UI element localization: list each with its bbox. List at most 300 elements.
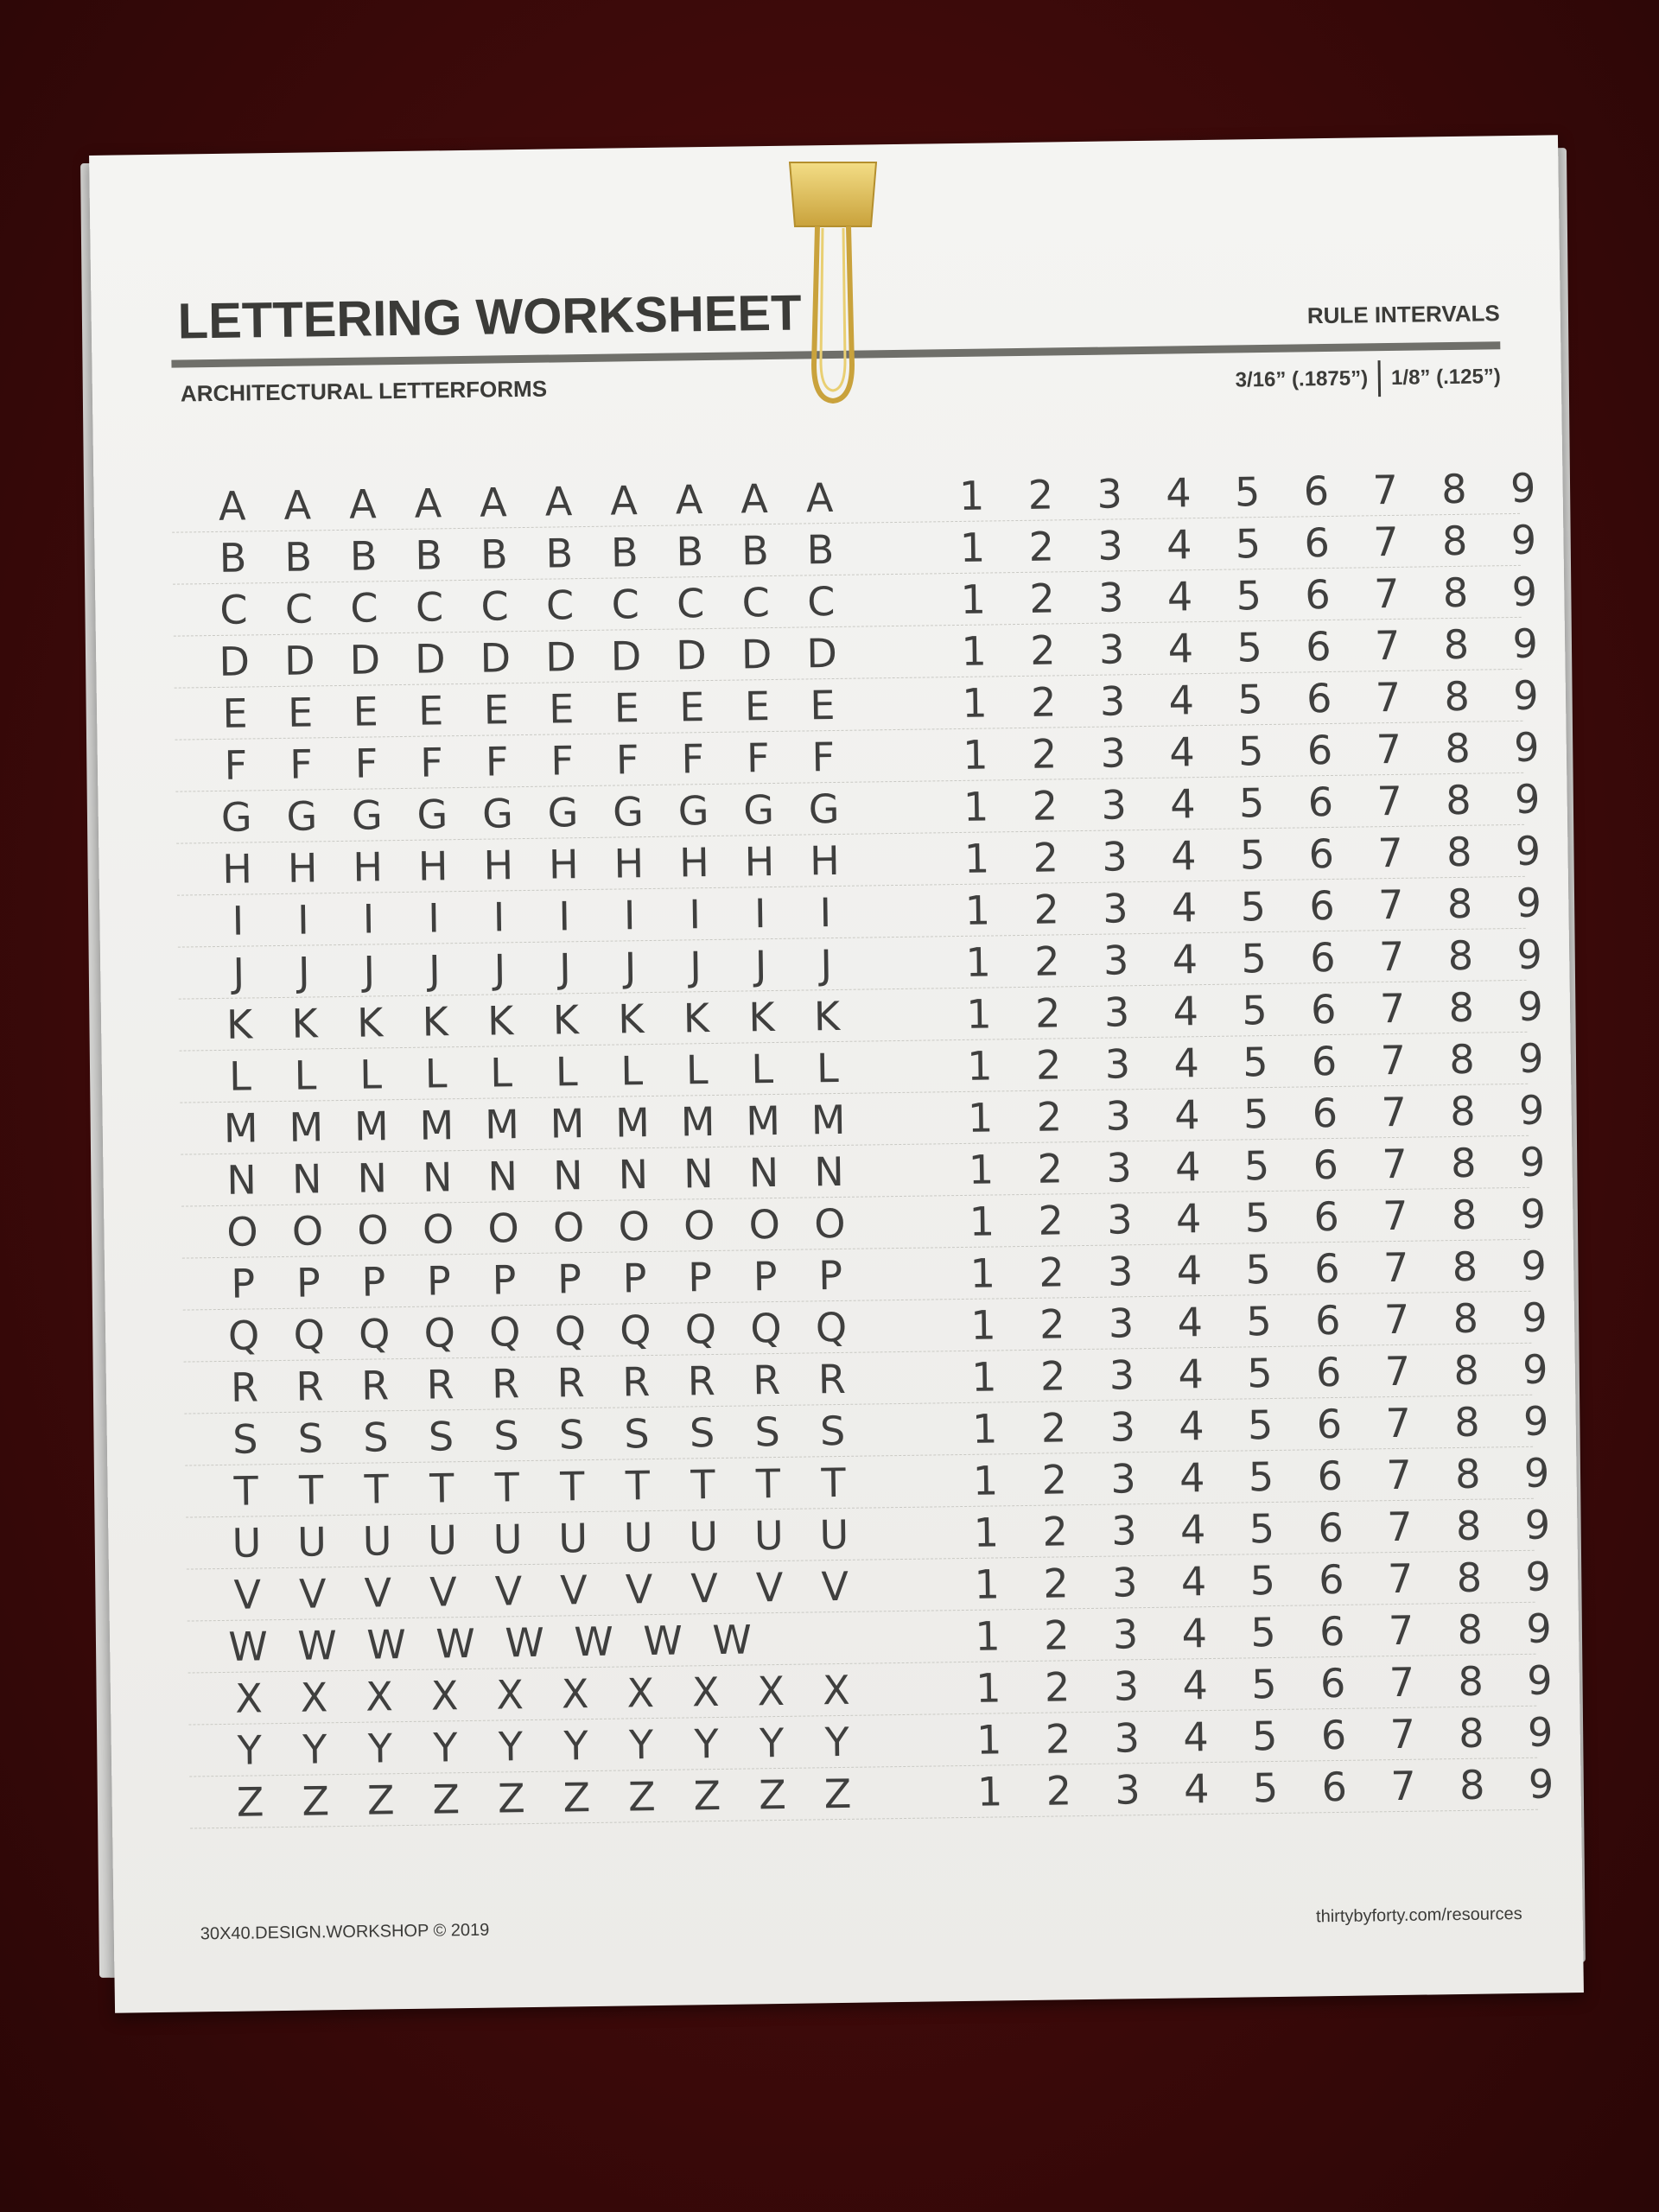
handwritten-letter: V [298,1570,327,1618]
handwritten-digit: 1 [965,938,992,986]
handwritten-digit: 6 [1306,674,1332,722]
handwritten-digit: 2 [1027,471,1054,518]
digit-practice-group [958,1139,1555,1192]
handwritten-letter: B [806,525,835,574]
handwritten-digit: 8 [1458,1657,1484,1706]
handwritten-letter: Y [367,1725,393,1772]
handwritten-letter: C [545,582,575,629]
handwritten-letter: H [221,845,253,893]
handwritten-letter: Z [758,1770,787,1819]
handwritten-letter: H [417,842,448,890]
handwritten-letter: P [296,1259,321,1306]
handwritten-digit: 8 [1457,1605,1484,1654]
handwritten-digit: 9 [1511,568,1538,616]
handwritten-letter: P [426,1257,452,1305]
handwritten-letter: X [300,1674,328,1721]
handwritten-letter: Q [423,1309,456,1357]
handwritten-letter: Q [749,1304,782,1352]
handwritten-digit: 6 [1314,1296,1341,1344]
handwritten-digit: 2 [1038,1197,1065,1244]
handwritten-letter: E [287,689,314,736]
handwritten-letter: A [740,475,769,523]
handwritten-digit: 3 [1100,729,1127,777]
handwritten-digit: 3 [1105,1092,1132,1140]
handwritten-letter: Z [823,1770,852,1818]
handwritten-digit: 5 [1243,1142,1270,1190]
handwritten-letter: X [430,1672,459,1719]
handwritten-letter: J [819,941,833,988]
handwritten-letter: D [806,629,838,677]
handwritten-letter: M [353,1103,390,1150]
worksheet-title: LETTERING WORKSHEET [177,284,802,350]
handwritten-letter: F [550,737,575,785]
handwritten-letter: M [223,1104,259,1152]
handwritten-digit: 2 [1034,989,1061,1037]
handwritten-letter: P [687,1254,713,1301]
handwritten-letter: I [362,895,375,943]
handwritten-digit: 7 [1386,1503,1413,1551]
handwritten-digit: 3 [1109,1403,1136,1451]
handwritten-letter: A [479,479,508,526]
handwritten-letter: R [426,1361,454,1408]
handwritten-letter: L [620,1047,644,1095]
letter-practice-group [214,1046,855,1099]
handwritten-letter: F [681,735,705,783]
handwritten-digit: 4 [1172,936,1198,983]
handwritten-digit: 3 [1115,1766,1141,1814]
handwritten-letter: A [348,480,377,528]
handwritten-digit: 4 [1167,625,1194,672]
handwritten-letter: Q [815,1303,848,1351]
handwritten-digit: 6 [1303,467,1330,515]
handwritten-digit: 1 [962,731,988,779]
letter-practice-group [212,890,852,944]
digit-practice-group [965,1605,1562,1659]
handwritten-digit: 5 [1246,1349,1273,1397]
rule-intervals-label: RULE INTERVALS [1306,300,1500,329]
handwritten-letter: K [683,995,710,1042]
handwritten-digit: 2 [1037,1145,1064,1192]
practice-grid [171,462,1554,1829]
handwritten-digit: 6 [1313,1141,1339,1189]
handwritten-digit: 9 [1516,931,1543,978]
handwritten-digit: 1 [959,524,986,571]
interval-values [1235,359,1501,398]
letter-practice-group [216,1201,856,1255]
handwritten-digit: 5 [1245,1246,1272,1294]
handwritten-digit: 5 [1238,779,1265,827]
handwritten-digit: 2 [1036,1093,1063,1141]
handwritten-digit: 7 [1390,1762,1417,1810]
handwritten-letter: R [556,1359,586,1407]
handwritten-digit: 9 [1516,879,1542,926]
handwritten-letter: O [357,1206,390,1254]
handwritten-letter: M [614,1099,651,1147]
handwritten-digit: 1 [961,627,988,675]
handwritten-letter: H [678,839,710,887]
handwritten-digit: 1 [970,1353,997,1401]
handwritten-digit: 9 [1512,671,1539,720]
handwritten-letter: I [819,889,832,937]
digit-practice-group [955,880,1552,933]
handwritten-digit: 5 [1247,1401,1274,1449]
handwritten-digit: 5 [1244,1194,1271,1242]
handwritten-letter: N [226,1156,257,1204]
handwritten-letter: O [552,1204,585,1251]
letter-practice-group [207,579,848,632]
handwritten-letter: L [555,1048,578,1096]
handwritten-letter: J [493,945,506,993]
handwritten-digit: 6 [1316,1400,1343,1448]
handwritten-letter: M [550,1100,585,1147]
handwritten-letter: A [675,476,703,524]
letter-practice-group [209,683,849,736]
handwritten-letter: X [822,1666,851,1714]
handwritten-digit: 1 [964,887,991,934]
handwritten-digit: 8 [1458,1709,1484,1758]
handwritten-digit: 7 [1380,1036,1407,1084]
handwritten-letter: U [753,1511,785,1560]
handwritten-digit: 9 [1527,1708,1554,1756]
handwritten-letter: K [486,997,514,1045]
handwritten-digit: 2 [1045,1715,1071,1763]
handwritten-letter: Q [227,1312,260,1359]
handwritten-letter: M [484,1101,520,1148]
handwritten-letter: X [691,1668,720,1716]
handwritten-letter: V [233,1571,262,1618]
handwritten-letter: G [547,789,579,836]
handwritten-letter: K [422,998,449,1046]
interval-small: 1/8” (.125”) [1390,365,1501,390]
handwritten-letter: B [480,531,508,578]
handwritten-digit: 5 [1239,831,1266,879]
letter-practice-group [221,1564,861,1618]
handwritten-letter: A [544,478,573,525]
handwritten-digit: 8 [1450,1139,1477,1187]
handwritten-digit: 9 [1528,1760,1554,1808]
handwritten-letter: Q [488,1308,521,1356]
handwritten-digit: 5 [1236,572,1262,620]
handwritten-letter: A [805,474,834,522]
handwritten-letter: T [494,1464,520,1511]
handwritten-letter: P [492,1256,517,1304]
handwritten-digit: 8 [1452,1243,1478,1291]
handwritten-digit: 5 [1249,1556,1276,1605]
handwritten-digit: 8 [1444,672,1471,721]
handwritten-letter: C [741,579,771,626]
handwritten-letter: I [557,893,571,940]
handwritten-letter: L [228,1052,252,1100]
handwritten-digit: 1 [973,1509,1000,1556]
handwritten-letter: F [811,733,836,781]
handwritten-letter: U [557,1515,588,1562]
handwritten-letter: Y [694,1719,720,1768]
handwritten-letter: N [487,1153,518,1200]
handwritten-digit: 6 [1318,1503,1344,1552]
handwritten-digit: 1 [966,1042,993,1090]
handwritten-digit: 3 [1096,522,1124,569]
handwritten-letter: U [296,1518,327,1566]
handwritten-digit: 5 [1242,1039,1268,1086]
handwritten-digit: 1 [976,1716,1002,1764]
handwritten-digit: 3 [1097,574,1124,621]
handwritten-digit: 3 [1113,1662,1140,1710]
handwritten-letter: G [351,791,384,839]
handwritten-digit: 9 [1521,1242,1548,1289]
handwritten-digit: 4 [1170,832,1197,880]
handwritten-letter: G [416,791,448,838]
handwritten-digit: 7 [1389,1658,1415,1707]
handwritten-digit: 8 [1443,620,1470,669]
handwritten-digit: 2 [1029,575,1056,622]
handwritten-digit: 2 [1033,886,1060,933]
handwritten-letter: M [680,1097,715,1146]
handwritten-letter: S [754,1408,781,1456]
handwritten-digit: 8 [1454,1450,1481,1498]
handwritten-letter: S [297,1414,324,1462]
handwritten-digit: 4 [1173,1039,1200,1087]
handwritten-letter: D [219,638,251,685]
handwritten-digit: 7 [1377,880,1404,929]
digit-practice-group [954,828,1551,881]
handwritten-letter: R [621,1358,651,1406]
handwritten-digit: 2 [1029,626,1056,674]
handwritten-letter: X [757,1667,785,1715]
handwritten-letter: C [350,584,378,632]
handwritten-letter: S [819,1407,846,1455]
digit-practice-group [950,517,1547,570]
handwritten-letter: T [364,1465,390,1513]
handwritten-digit: 8 [1447,931,1474,980]
letter-practice-group [206,475,846,529]
handwritten-digit: 2 [1044,1663,1071,1711]
handwritten-letter: M [810,1096,846,1144]
handwritten-digit: 5 [1243,1090,1269,1138]
handwritten-letter: U [362,1517,392,1565]
handwritten-letter: X [626,1669,655,1717]
handwritten-digit: 9 [1523,1449,1550,1497]
handwritten-letter: Y [237,1726,263,1774]
handwritten-digit: 2 [1039,1300,1065,1348]
handwritten-letter: M [745,1096,781,1145]
handwritten-digit: 4 [1166,573,1193,620]
letter-practice-group [213,994,854,1047]
handwritten-digit: 1 [960,575,987,623]
handwritten-letter: R [491,1360,520,1408]
letter-practice-group [223,1719,863,1773]
handwritten-digit: 2 [1038,1249,1065,1296]
handwritten-letter: S [232,1415,258,1463]
handwritten-letter: I [427,894,441,942]
digit-practice-group [950,569,1548,622]
handwritten-letter: K [356,999,384,1046]
handwritten-letter: U [623,1514,653,1561]
digit-practice-group [952,672,1549,726]
digit-practice-group [951,620,1548,674]
handwritten-digit: 8 [1445,776,1471,824]
handwritten-letter: I [689,891,702,938]
handwritten-letter: E [548,685,575,733]
handwritten-letter: Q [619,1306,652,1354]
handwritten-letter: W [435,1619,476,1668]
handwritten-digit: 6 [1313,1244,1340,1293]
handwritten-digit: 4 [1179,1506,1206,1554]
handwritten-letter: Y [498,1723,524,1770]
handwritten-digit: 2 [1042,1560,1070,1607]
handwritten-digit: 8 [1446,880,1473,928]
handwritten-letter: C [415,583,444,631]
handwritten-letter: E [417,687,444,734]
footer-url: thirtybyforty.com/resources [1315,1904,1522,1927]
handwritten-letter: G [220,793,252,841]
digit-practice-group [957,983,1554,1037]
handwritten-letter: O [748,1200,781,1249]
handwritten-letter: W [297,1622,338,1669]
handwritten-letter: M [419,1102,454,1149]
letter-practice-group [223,1668,863,1721]
handwritten-digit: 6 [1306,726,1333,774]
handwritten-letter: I [623,892,636,939]
handwritten-digit: 6 [1311,1037,1338,1085]
handwritten-digit: 1 [975,1664,1001,1712]
handwritten-letter: Z [302,1777,330,1825]
handwritten-digit: 8 [1455,1502,1482,1550]
handwritten-letter: B [741,527,770,575]
digit-practice-group [957,1035,1554,1089]
handwritten-letter: V [821,1562,849,1611]
letter-practice-group [220,1512,861,1566]
handwritten-letter: I [753,890,766,938]
handwritten-digit: 7 [1384,1347,1411,1395]
handwritten-digit: 3 [1104,1040,1131,1088]
handwritten-letter: C [284,585,314,632]
letter-practice-group [214,1097,855,1151]
handwritten-letter: J [232,949,245,996]
digit-practice-group [963,1450,1560,1503]
handwritten-digit: 8 [1456,1554,1483,1602]
handwritten-digit: 4 [1180,1558,1207,1605]
handwritten-letter: U [493,1516,523,1563]
handwritten-letter: H [744,837,775,886]
interval-large: 3/16” (.1875”) [1235,366,1369,392]
handwritten-digit: 1 [958,472,985,519]
handwritten-digit: 4 [1169,728,1196,776]
handwritten-digit: 4 [1173,988,1199,1035]
handwritten-letter: Y [824,1718,850,1766]
handwritten-letter: N [618,1151,649,1198]
handwritten-digit: 6 [1313,1192,1340,1241]
handwritten-digit: 8 [1442,569,1469,617]
handwritten-digit: 2 [1035,1041,1062,1089]
handwritten-letter: V [364,1569,392,1617]
handwritten-letter: K [813,992,841,1040]
handwritten-digit: 4 [1183,1765,1210,1813]
handwritten-digit: 2 [1032,782,1058,830]
handwritten-letter: G [677,787,709,835]
handwritten-letter: D [283,637,315,684]
handwritten-digit: 9 [1514,775,1541,823]
handwritten-digit: 2 [1031,730,1058,778]
digit-practice-group [967,1761,1564,1815]
handwritten-letter: U [427,1516,458,1564]
handwritten-digit: 7 [1386,1451,1413,1499]
handwritten-digit: 5 [1251,1712,1278,1760]
handwritten-digit: 7 [1389,1710,1416,1758]
digit-practice-group [960,1243,1557,1296]
handwritten-digit: 3 [1107,1248,1134,1295]
handwritten-digit: 7 [1385,1399,1412,1447]
digit-practice-group [952,724,1549,778]
handwritten-digit: 8 [1448,983,1475,1032]
handwritten-digit: 7 [1381,1140,1408,1188]
handwritten-digit: 2 [1039,1352,1066,1400]
handwritten-letter: Z [497,1775,525,1822]
handwritten-letter: A [218,482,246,530]
handwritten-letter: S [558,1411,585,1459]
handwritten-digit: 3 [1099,677,1126,725]
handwritten-letter: B [415,531,443,579]
handwritten-letter: F [354,740,378,787]
digit-practice-group [963,1502,1560,1555]
handwritten-digit: 2 [1043,1611,1070,1659]
handwritten-letter: Z [366,1777,395,1824]
handwritten-digit: 4 [1179,1454,1205,1502]
handwritten-digit: 5 [1248,1452,1274,1501]
handwritten-letter: X [234,1675,264,1722]
handwritten-digit: 1 [972,1457,999,1504]
handwritten-letter: B [219,534,247,582]
handwritten-digit: 7 [1388,1606,1414,1655]
handwritten-letter: D [741,630,772,678]
handwritten-letter: E [222,690,249,737]
handwritten-digit: 4 [1178,1402,1205,1450]
handwritten-digit: 6 [1320,1711,1347,1759]
handwritten-letter: T [233,1467,259,1515]
handwritten-letter: J [428,946,442,994]
handwritten-letter: A [283,481,312,529]
letter-practice-group [218,1305,858,1358]
handwritten-digit: 7 [1372,466,1399,514]
handwritten-digit: 9 [1517,1034,1544,1082]
handwritten-letter: Z [236,1778,264,1826]
handwritten-letter: B [545,530,574,577]
handwritten-letter: J [558,944,572,992]
handwritten-digit: 9 [1513,723,1540,772]
handwritten-letter: S [362,1414,389,1461]
handwritten-letter: L [751,1046,774,1093]
handwritten-letter: E [483,686,510,734]
letter-practice-group [217,1253,857,1306]
digit-practice-group [966,1709,1563,1763]
handwritten-letter: G [612,788,645,836]
handwritten-digit: 1 [976,1768,1003,1815]
handwritten-digit: 7 [1382,1192,1408,1240]
handwritten-letter: G [286,792,318,840]
handwritten-letter: J [754,942,767,989]
handwritten-letter: W [712,1616,753,1664]
handwritten-letter: V [429,1568,458,1616]
handwritten-letter: M [289,1103,324,1151]
handwritten-letter: H [809,836,841,885]
handwritten-digit: 1 [969,1198,995,1245]
handwritten-letter: P [556,1255,582,1303]
handwritten-letter: N [748,1148,779,1197]
handwritten-letter: Y [302,1726,327,1773]
handwritten-letter: R [230,1363,259,1411]
handwritten-letter: F [615,736,639,784]
handwritten-letter: J [297,948,310,995]
handwritten-digit: 8 [1453,1398,1480,1446]
